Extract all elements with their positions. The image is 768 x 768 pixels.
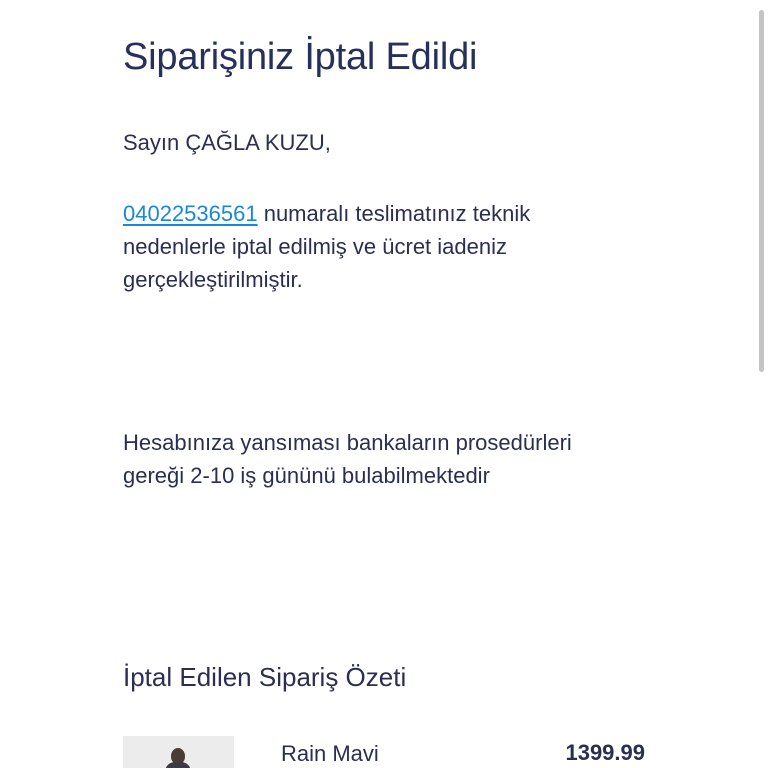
product-name[interactable]: Rain Mavi — [281, 741, 379, 766]
product-model-body — [165, 762, 191, 768]
refund-info-line-1: Hesabınıza yansıması bankaların prosedürleri — [123, 430, 572, 455]
greeting-text: Sayın ÇAĞLA KUZU, — [123, 130, 331, 155]
cancellation-message — [123, 197, 663, 296]
cancellation-line-1-text: numaralı teslimatınız teknik — [257, 201, 531, 226]
order-summary-title: İptal Edilen Sipariş Özeti — [123, 662, 407, 692]
cancellation-line-2: nedenlerle iptal edilmiş ve ücret iadeniz — [123, 234, 507, 259]
cancellation-line-1 — [123, 197, 663, 230]
product-price: 1399.99 — [565, 740, 645, 765]
order-number-link[interactable]: 04022536561 — [123, 201, 258, 226]
refund-info-line-2: gereği 2-10 iş gününü bulabilmektedir — [123, 463, 490, 488]
page-title: Siparişiniz İptal Edildi — [123, 36, 478, 78]
order-item-row[interactable] — [123, 736, 653, 768]
refund-info-message — [123, 426, 683, 492]
product-photo-icon[interactable] — [123, 736, 234, 768]
vertical-scrollbar[interactable] — [759, 10, 764, 372]
cancellation-line-3: gerçekleştirilmiştir. — [123, 267, 303, 292]
